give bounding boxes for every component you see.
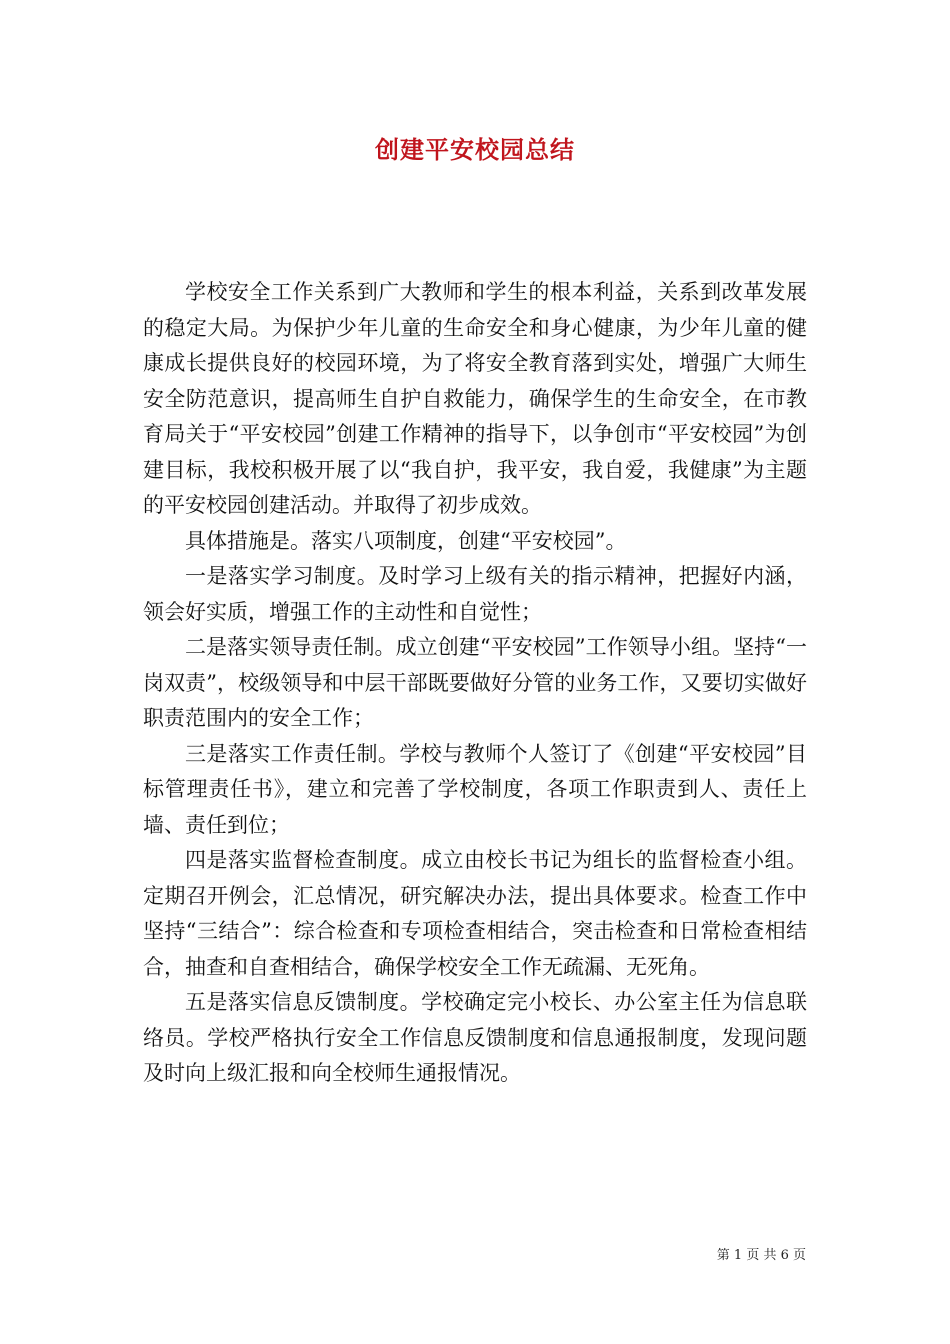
paragraph-intro: 学校安全工作关系到广大教师和学生的根本利益，关系到改革发展的稳定大局。为保护少年儿童的生命安全和身心健康，为少年儿童的健康成长提供良好的校园环境，为了将安全教育落到实处，增强广大师生安全防范意识，提高师生自护自救能力，确保学生的生命安全，在市教育局关于“平安校园”创建工作精神的指导下，以争创市“平安校园”为创建目标，我校积极开展了以“我自护，我平安，我自爱，我健康”为主题的平安校园创建活动。并取得了初步成效。 xyxy=(143,280,807,517)
paragraph-measures: 具体措施是。落实八项制度，创建“平安校园”。 xyxy=(185,528,627,553)
paragraph-study-system: 一是落实学习制度。及时学习上级有关的指示精神，把握好内涵，领会好实质，增强工作的主动性和自觉性； xyxy=(143,564,807,624)
document-body xyxy=(143,275,807,1092)
paragraph-work-responsibility: 三是落实工作责任制。学校与教师个人签订了《创建“平安校园”目标管理责任书》，建立和完善了学校制度，各项工作职责到人、责任上墙、责任到位； xyxy=(143,741,807,837)
paragraph-supervision-system: 四是落实监督检查制度。成立由校长书记为组长的监督检查小组。定期召开例会，汇总情况，研究解决办法，提出具体要求。检查工作中坚持“三结合”：综合检查和专项检查相结合，突击检查和日常检查相结合，抽查和自查相结合，确保学校安全工作无疏漏、无死角。 xyxy=(143,848,807,979)
paragraph-leadership-responsibility: 二是落实领导责任制。成立创建“平安校园”工作领导小组。坚持“一岗双责”，校级领导和中层干部既要做好分管的业务工作，又要切实做好职责范围内的安全工作； xyxy=(143,635,807,730)
document-title: 创建平安校园总结 xyxy=(375,135,575,164)
paragraph-feedback-system: 五是落实信息反馈制度。学校确定完小校长、办公室主任为信息联络员。学校严格执行安全工作信息反馈制度和信息通报制度，发现问题及时向上级汇报和向全校师生通报情况。 xyxy=(143,990,807,1085)
page-number: 第 1 页 共 6 页 xyxy=(716,1248,806,1263)
